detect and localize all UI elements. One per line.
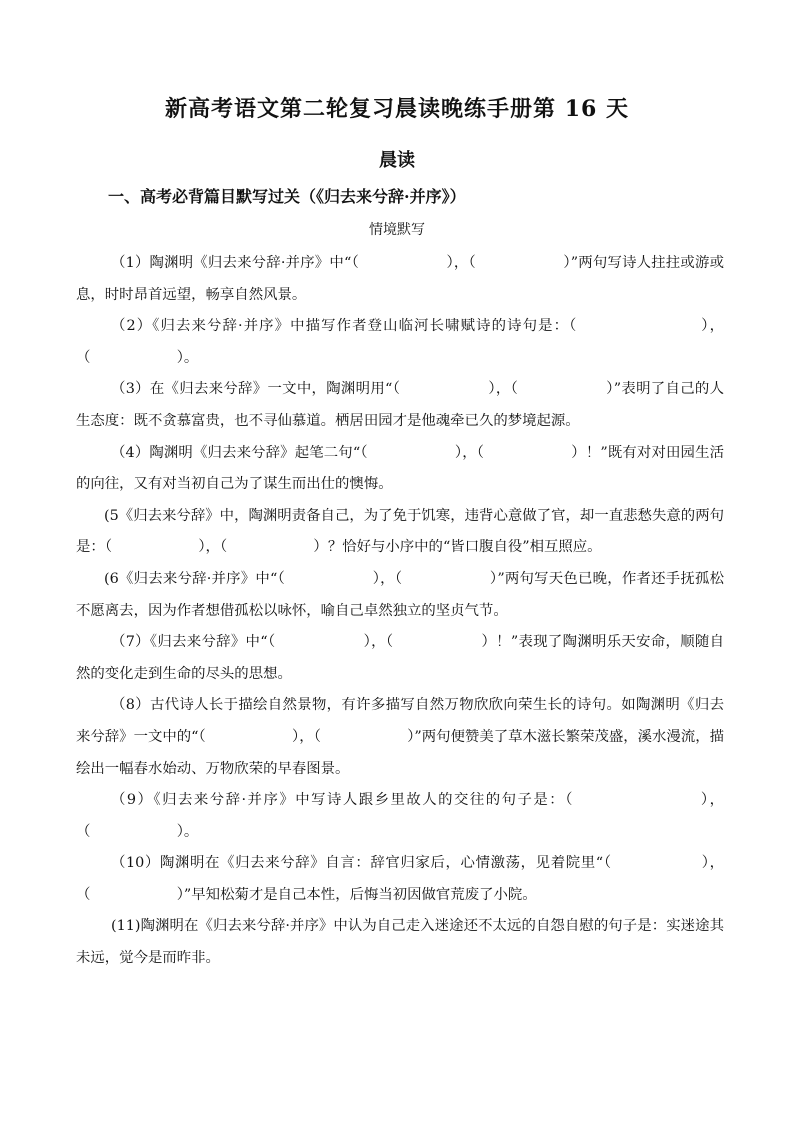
question-item-6: (6《归去来兮辞·并序》中“（ ），（ ）”两句写天色已晚，作者还手抚孤松不愿离去，因为作者想借孤松以咏怀，喻自己卓然独立的坚贞气节。: [76, 570, 724, 619]
question-item-1: （1）陶渊明《归去来兮辞·并序》中“（ ），（ ）”两句写诗人拄拄或游或息，时时昂首远望，畅享自然风景。: [76, 255, 724, 303]
question-item-10: （10）陶渊明在《归去来兮辞》自言：辞官归家后，心情激荡，见着院里“（ ），（ ）”早知松菊才是自己本性，后悔当初因做官荒废了小院。: [76, 855, 724, 903]
section-heading: 一、高考必背篇目默写过关（《归去来兮辞·并序》）: [108, 187, 466, 206]
question-item-9: （9）《归去来兮辞·并序》中写诗人跟乡里故人的交往的句子是：（ ），（ ）。: [76, 792, 724, 840]
question-item-5: (5《归去来兮辞》中，陶渊明责备自己，为了免于饥寒，违背心意做了官，却一直悲愁失意的两句是：（ ），（ ）？恰好与小序中的“皆口腹自役”相互照应。: [76, 507, 724, 556]
question-item-7: （7）《归去来兮辞》中“（ ），（ ）！”表现了陶渊明乐天安命，顺随自然的变化走到生命的尽头的思想。: [76, 634, 724, 682]
question-list: [76, 248, 724, 975]
question-item-11: (11)陶渊明在《归去来兮辞·并序》中认为自己走入迷途还不太远的自怨自慰的句子是：实迷途其未远，觉今是而昨非。: [76, 918, 724, 967]
section-subheading: 情境默写: [369, 222, 425, 238]
question-item-3: （3）在《归去来兮辞》一文中，陶渊明用“（ ），（ ）”表明了自己的人生态度：既不贪慕富贵，也不寻仙慕道。栖居田园才是他魂牵已久的梦境起源。: [76, 381, 724, 429]
document-subtitle: 晨读: [379, 150, 415, 171]
question-item-8: （8）古代诗人长于描绘自然景物，有许多描写自然万物欣欣向荣生长的诗句。如陶渊明《归去来兮辞》一文中的“（ ），（ ）”两句便赞美了草木滋长繁荣茂盛，溪水漫流，描绘出一幅春水始动、万物欣荣的早春图景。: [76, 697, 724, 777]
question-item-4: （4）陶渊明《归去来兮辞》起笔二句“（ ），（ ）！”既有对对田园生活的向往，又有对当初自己为了谋生而出仕的懊悔。: [76, 444, 724, 493]
document-title: 新高考语文第二轮复习晨读晚练手册第 16 天: [165, 96, 629, 122]
question-item-2: （2）《归去来兮辞·并序》中描写作者登山临河长啸赋诗的诗句是：（ ），（ ）。: [76, 318, 724, 366]
